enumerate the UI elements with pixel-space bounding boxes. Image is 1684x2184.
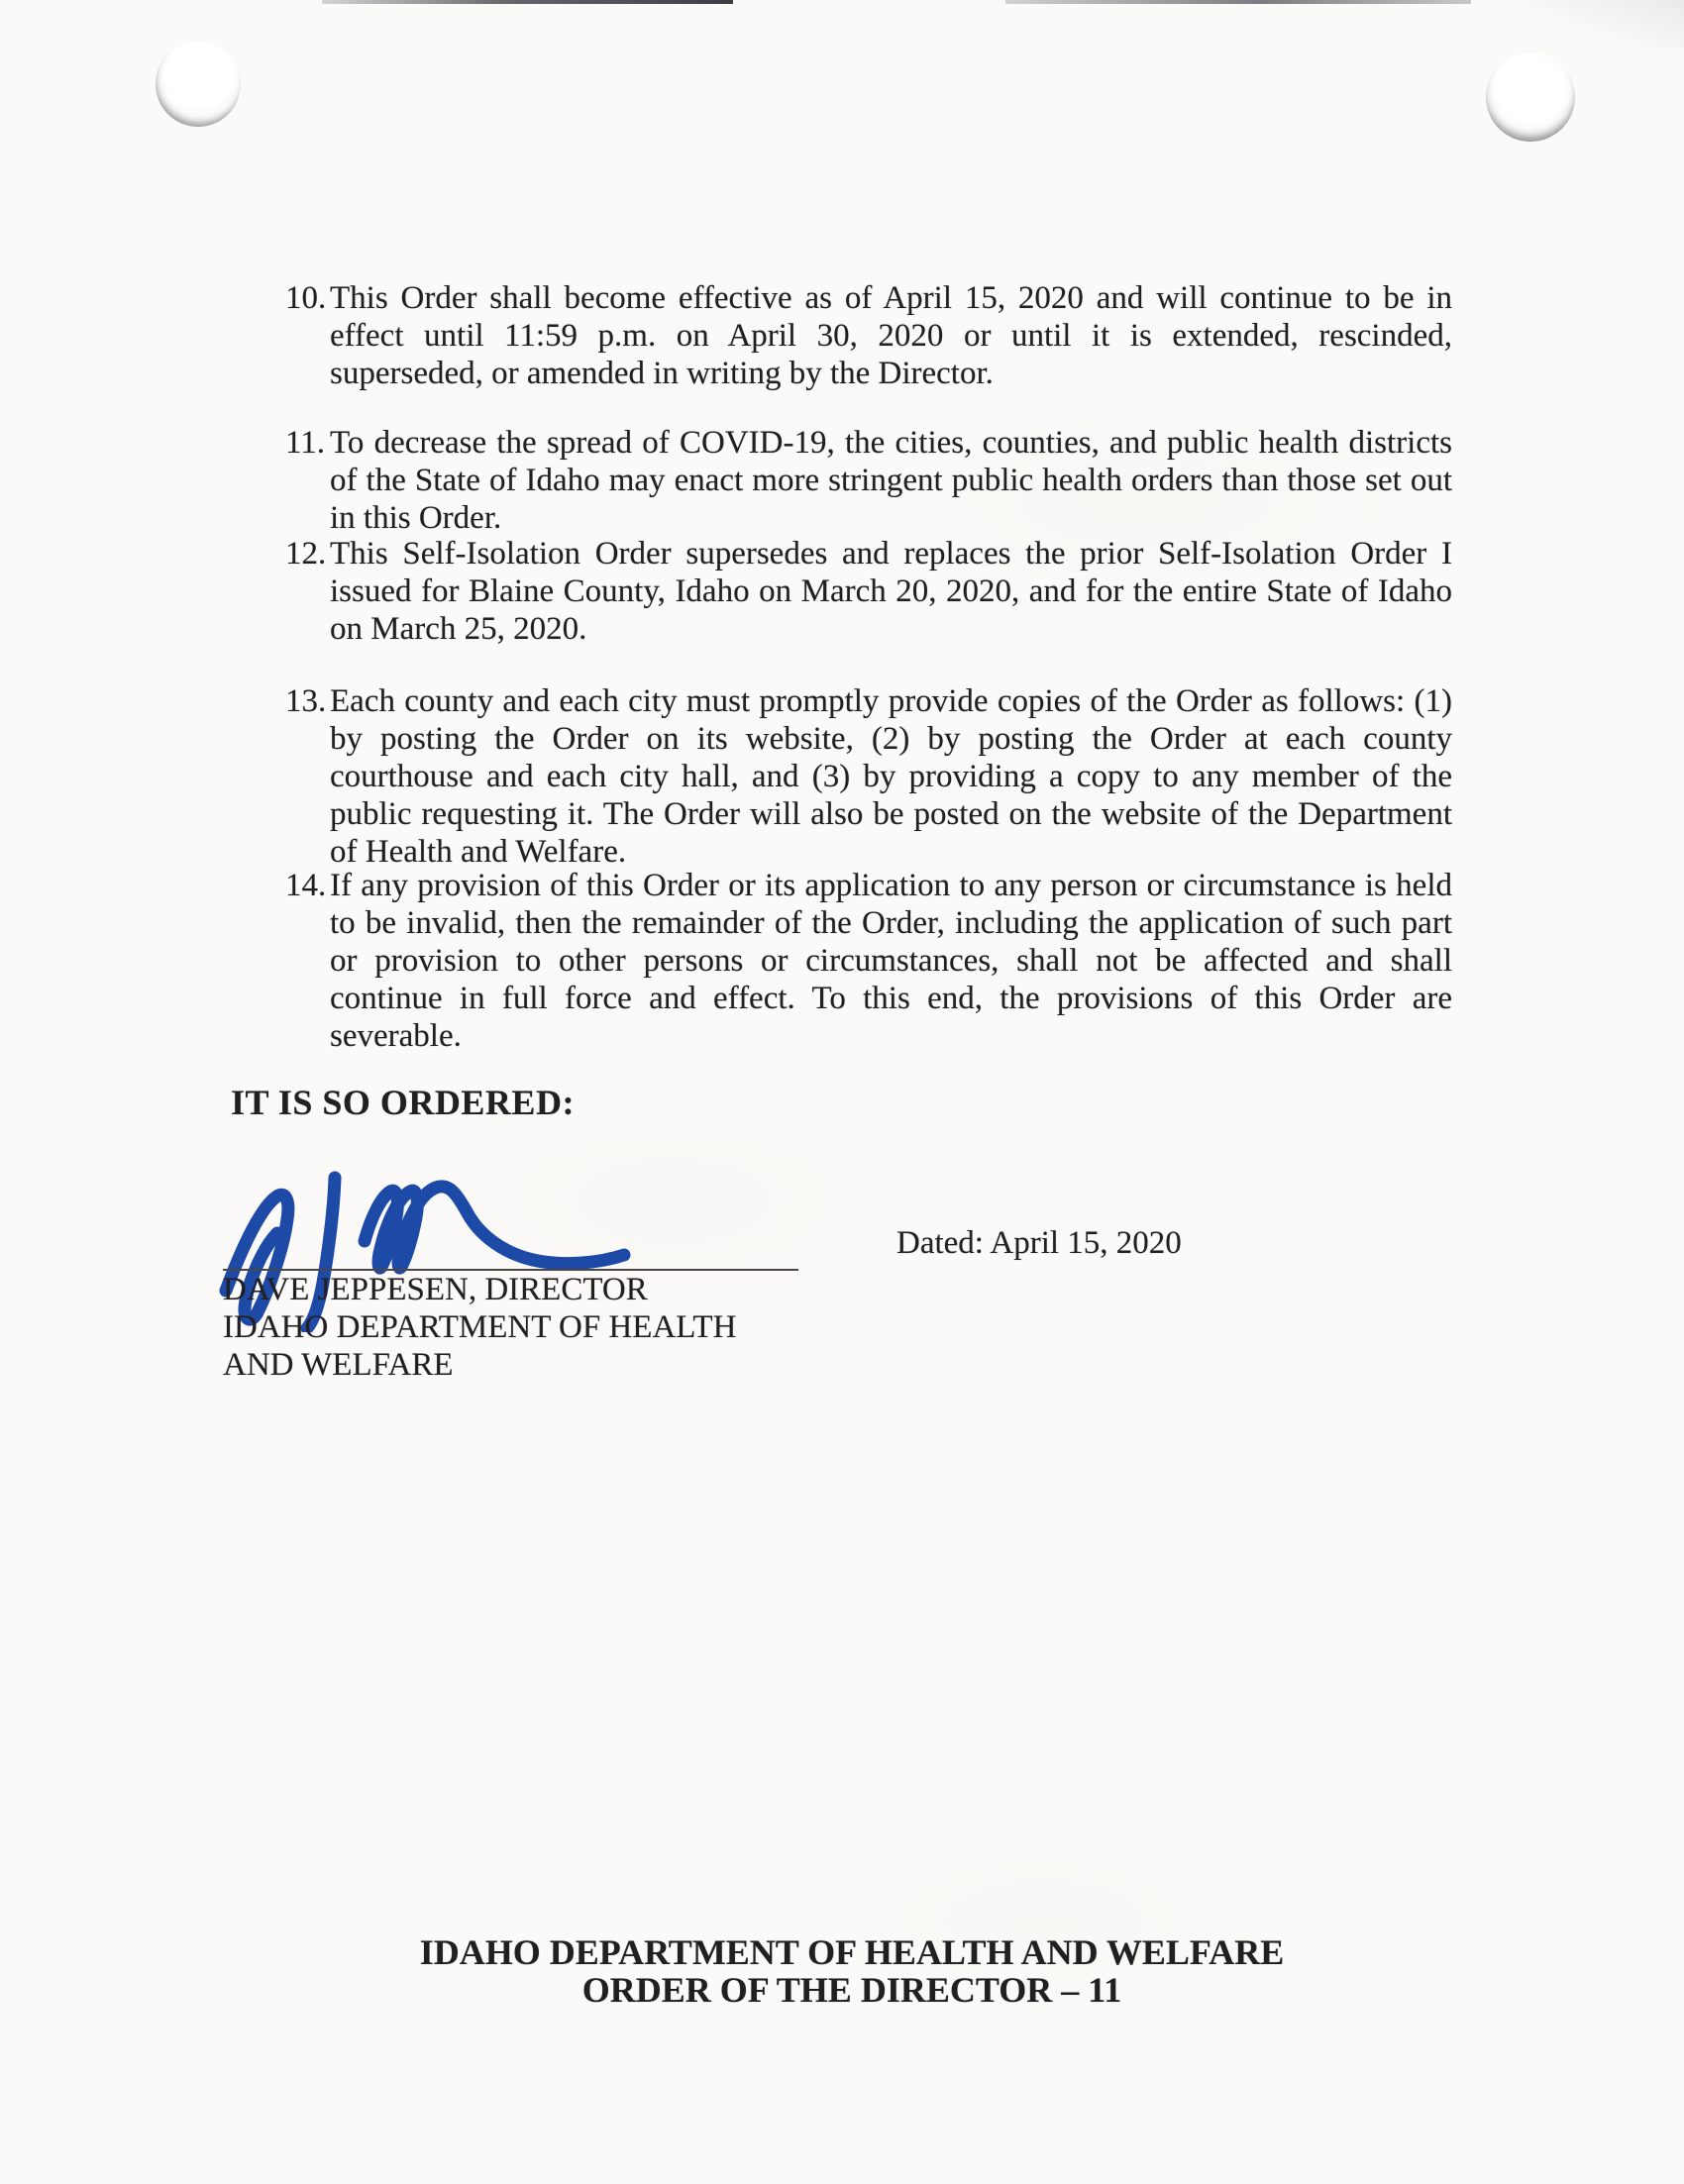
page-footer: [10, 1933, 1684, 2009]
order-item-11: [285, 424, 1452, 537]
order-item-14: [285, 867, 1452, 1055]
signatory-block: [223, 1271, 736, 1384]
so-ordered-heading: IT IS SO ORDERED:: [231, 1083, 575, 1122]
footer-line2: ORDER OF THE DIRECTOR – 11: [581, 1970, 1122, 2010]
item-number: 14.: [285, 868, 327, 903]
order-item-12: [285, 535, 1452, 648]
item-text: To decrease the spread of COVID-19, the cities, counties, and public health districts of the State of Idaho may enact more stringent public health orders than those set out in this Order.: [330, 425, 1452, 536]
hole-punch-right: [1486, 52, 1575, 142]
scan-edge-artifact-right: [1005, 0, 1471, 4]
dated-label: Dated: April 15, 2020: [896, 1225, 1182, 1261]
item-number: 11.: [285, 425, 326, 461]
scan-edge-artifact-left: [322, 0, 733, 4]
signatory-org-line1: IDAHO DEPARTMENT OF HEALTH: [223, 1309, 737, 1345]
item-text: If any provision of this Order or its application to any person or circumstance is held to be invalid, then the remainder of the Order, including the application of such part or provision to other persons or circumstances, shall not be affected and shall continue in full force and effect. To this end, the provisions of this Order are severable.: [330, 868, 1452, 1054]
footer-line1: IDAHO DEPARTMENT OF HEALTH AND WELFARE: [419, 1932, 1285, 1972]
item-text: This Self-Isolation Order supersedes and replaces the prior Self-Isolation Order I issued for Blaine County, Idaho on March 20, 2020, and for the entire State of Idaho on March 25, 2020.: [330, 536, 1452, 647]
item-number: 12.: [285, 536, 327, 572]
signatory-name: DAVE JEPPESEN, DIRECTOR: [223, 1272, 648, 1307]
item-text: This Order shall become effective as of April 15, 2020 and will continue to be in effect until 11:59 p.m. on April 30, 2020 or until it is extended, rescinded, superseded, or amended in writing by the Director.: [330, 280, 1452, 391]
item-number: 13.: [285, 683, 327, 719]
item-text: Each county and each city must promptly provide copies of the Order as follows: (1) by posting the Order on its website, (2) by posting the Order at each county courthouse and each city hall, and (3) by providing a copy to any member of the public requesting it. The Order will also be posted on the website of the Department of Health and Welfare.: [330, 683, 1452, 870]
item-number: 10.: [285, 280, 327, 316]
hole-punch-left: [156, 42, 241, 127]
scan-corner-smudge: [1496, 0, 1684, 48]
order-item-13: [285, 682, 1452, 871]
signatory-org-line2: AND WELFARE: [223, 1347, 454, 1383]
signature-stroke-m: [365, 1187, 624, 1268]
order-item-10: [285, 279, 1452, 392]
